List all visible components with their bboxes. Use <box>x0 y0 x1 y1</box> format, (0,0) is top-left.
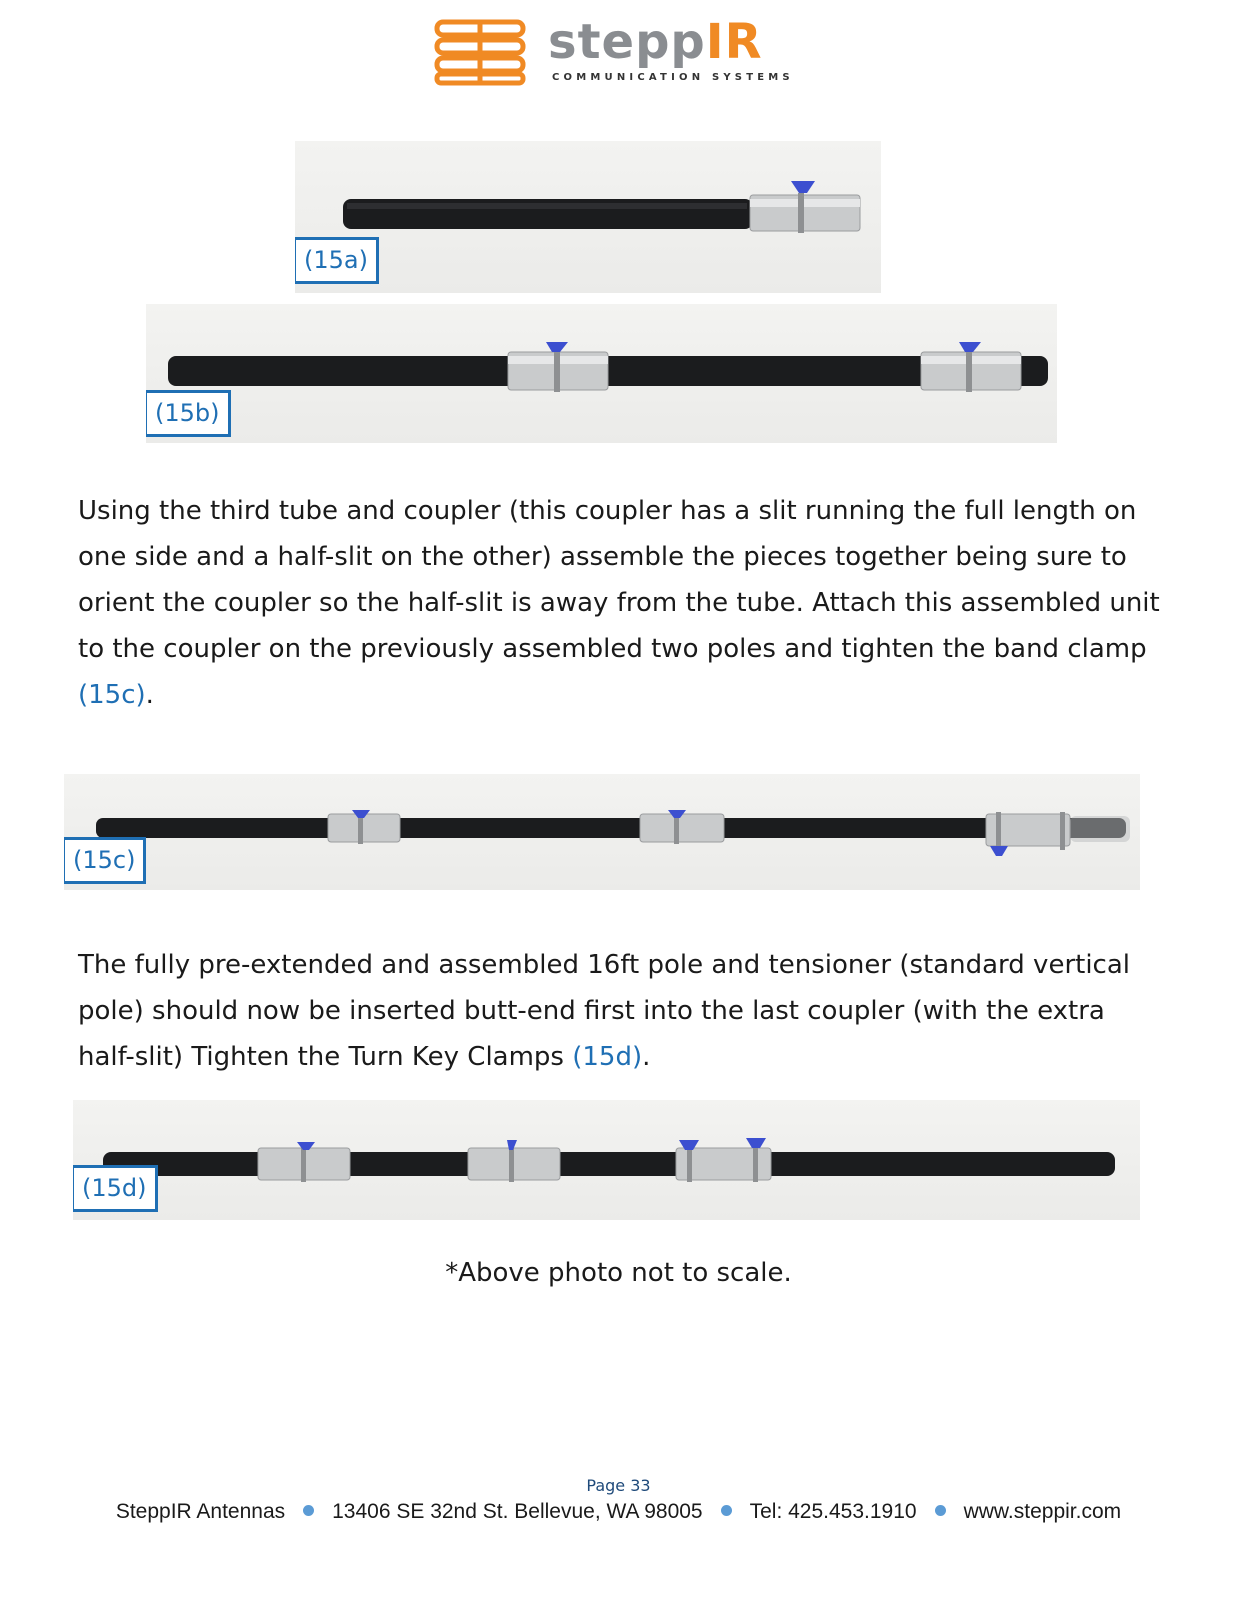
footer-company: SteppIR Antennas <box>115 1500 286 1523</box>
figure-label-15b: (15b) <box>146 390 231 437</box>
footer-phone: Tel: 425.453.1910 <box>749 1500 917 1523</box>
logo-mark-icon <box>434 18 530 86</box>
photo-15d <box>73 1100 1140 1220</box>
paragraph-2-text: The fully pre-extended and assembled 16ft pole and tensioner (standard vertical pole) should now be inserted butt-end first into the last coupler (with the extra half-slit) Tighten the Turn Key Clamps <box>78 950 1130 1072</box>
paragraph-1-text: Using the third tube and coupler (this coupler has a slit running the full length on one side and a half-slit on the other) assemble the pieces together being sure to orient the coupler so the half-slit is away from the tube. Attach this assembled unit to the coupler on the previously assembled two poles and tighten the band clamp <box>78 496 1160 664</box>
pole-assembly-15c <box>64 774 1140 890</box>
footer-address: 13406 SE 32nd St. Bellevue, WA 98005 <box>332 1500 703 1523</box>
photo-caption: *Above photo not to scale. <box>445 1258 792 1288</box>
pole-assembly-15b <box>146 304 1057 443</box>
steppir-logo <box>440 14 800 90</box>
figure-ref-15c: (15c) <box>78 680 146 710</box>
figure-label-15a: (15a) <box>295 237 379 284</box>
instruction-paragraph-2 <box>78 942 1168 1080</box>
logo-brand-step: stepp <box>548 14 706 70</box>
page-number: Page 33 <box>586 1476 651 1495</box>
logo-tagline: COMMUNICATION SYSTEMS <box>552 72 794 83</box>
logo-wordmark <box>548 14 763 70</box>
paragraph-1-end: . <box>145 680 154 710</box>
photo-15c <box>64 774 1140 890</box>
instruction-paragraph-1 <box>78 488 1168 718</box>
photo-15b <box>146 304 1057 443</box>
footer-bullet-icon <box>935 1505 946 1516</box>
footer <box>0 1500 1237 1524</box>
footer-website[interactable]: www.steppir.com <box>963 1500 1122 1523</box>
footer-bullet-icon <box>721 1505 732 1516</box>
figure-label-15d: (15d) <box>73 1165 158 1212</box>
figure-label-15c: (15c) <box>64 837 146 884</box>
photo-15a <box>295 141 881 293</box>
pole-assembly-15a <box>295 141 881 293</box>
paragraph-2-end: . <box>642 1042 651 1072</box>
pole-assembly-15d <box>73 1100 1140 1220</box>
figure-ref-15d: (15d) <box>572 1042 643 1072</box>
footer-bullet-icon <box>303 1505 314 1516</box>
logo-brand-ir: IR <box>705 14 763 70</box>
